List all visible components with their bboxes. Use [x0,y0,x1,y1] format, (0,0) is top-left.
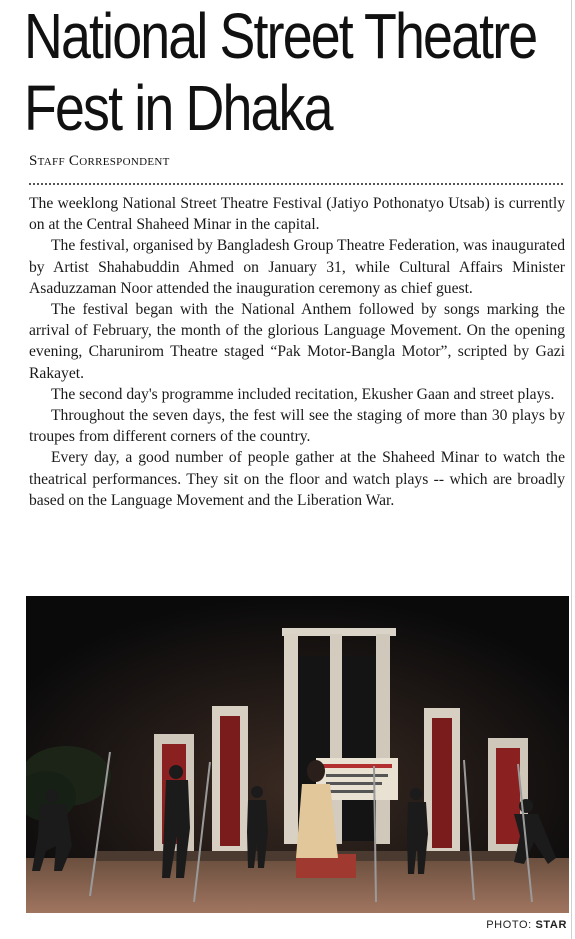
article-body [29,193,565,511]
headline [24,0,537,144]
headline-line-1: National Street Theatre [24,0,537,72]
column-rule [571,0,572,939]
byline: Staff Correspondent [29,153,170,169]
article-paragraph: The second day's programme included recitation, Ekusher Gaan and street plays. [51,385,555,403]
photo-credit-label: PHOTO: [486,919,532,931]
article-paragraph: Throughout the seven days, the fest will see the staging of more than 30 plays by troupes from different corners of the country. [29,407,565,446]
dotted-divider [29,183,563,185]
article-paragraph: The festival began with the National Anthem followed by songs marking the arrival of February, the month of the glorious Language Movement. On the opening evening, Charunirom Theatre staged “Pak Motor-Bangla Motor”, scripted by Gazi Rakayet. [29,301,565,382]
article-paragraph: The festival, organised by Bangladesh Group Theatre Federation, was inaugurated by Artist Shahabuddin Ahmed on January 31, while Cultural Affairs Minister Asaduzzaman Noor attended the inauguration ceremony as chief guest. [29,237,565,297]
photo-credit-source: STAR [535,919,567,931]
photo-credit [486,919,567,931]
article-paragraph: Every day, a good number of people gather at the Shaheed Minar to watch the theatrical performances. They sit on the floor and watch plays -- which are broadly based on the Language Movement and the Liberation War. [29,449,565,509]
headline-line-2: Fest in Dhaka [24,72,332,144]
article-paragraph: The weeklong National Street Theatre Festival (Jatiyo Pothonatyo Utsab) is currently on at the Central Shaheed Minar in the capital. [29,195,565,234]
street-theatre-photo [26,596,569,913]
